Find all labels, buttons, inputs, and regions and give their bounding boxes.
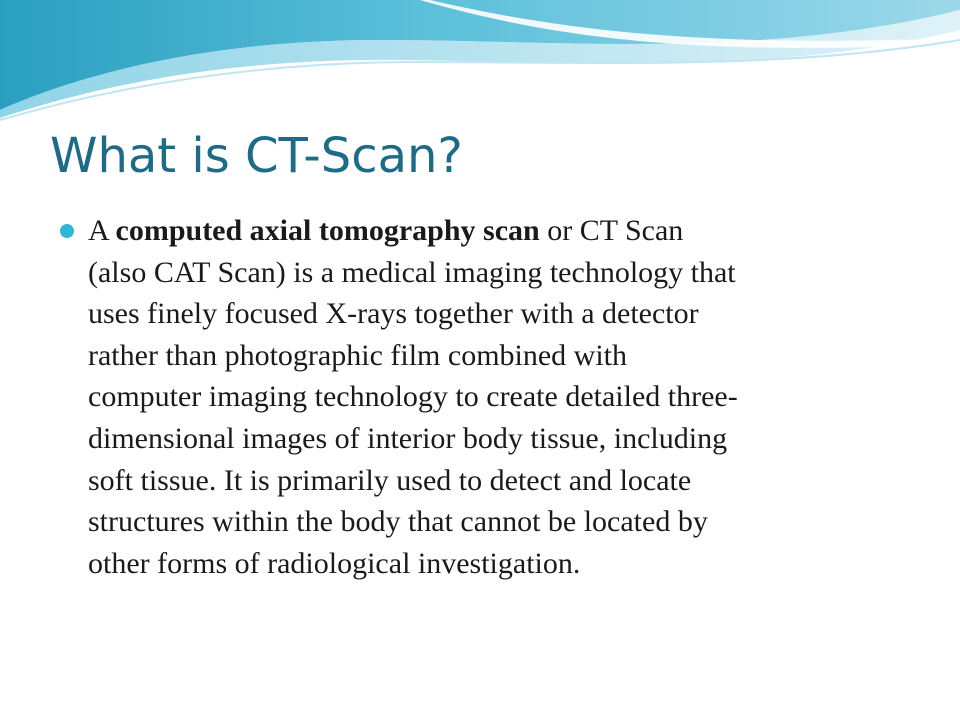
bullet-line-7: soft tissue. It is primarily used to detect and locate [88, 463, 692, 497]
slide-title: What is CT-Scan? [50, 128, 463, 184]
bullet-line-5: computer imaging technology to create detailed three- [88, 380, 738, 414]
bullet-line-4: rather than photographic film combined with [88, 338, 628, 372]
bullet-bold-term: computed axial tomography scan [115, 214, 540, 247]
header-wave-decoration [0, 0, 960, 130]
bullet-line-6: dimensional images of interior body tissue, including [88, 421, 728, 455]
bullet-line-3: uses finely focused X-rays together with a detector [88, 297, 699, 331]
bullet-text [88, 214, 738, 580]
bullet-line-8: structures within the body that cannot be located by [88, 505, 708, 539]
bullet-list [58, 210, 908, 584]
bullet-line-1: or CT Scan [539, 214, 684, 247]
bullet-line-2: (also CAT Scan) is a medical imaging technology that [88, 255, 736, 289]
bullet-line-9: other forms of radiological investigation. [88, 546, 581, 580]
bullet-item [58, 210, 908, 584]
bullet-dot-icon [60, 224, 74, 238]
bullet-lead: A [88, 214, 116, 247]
